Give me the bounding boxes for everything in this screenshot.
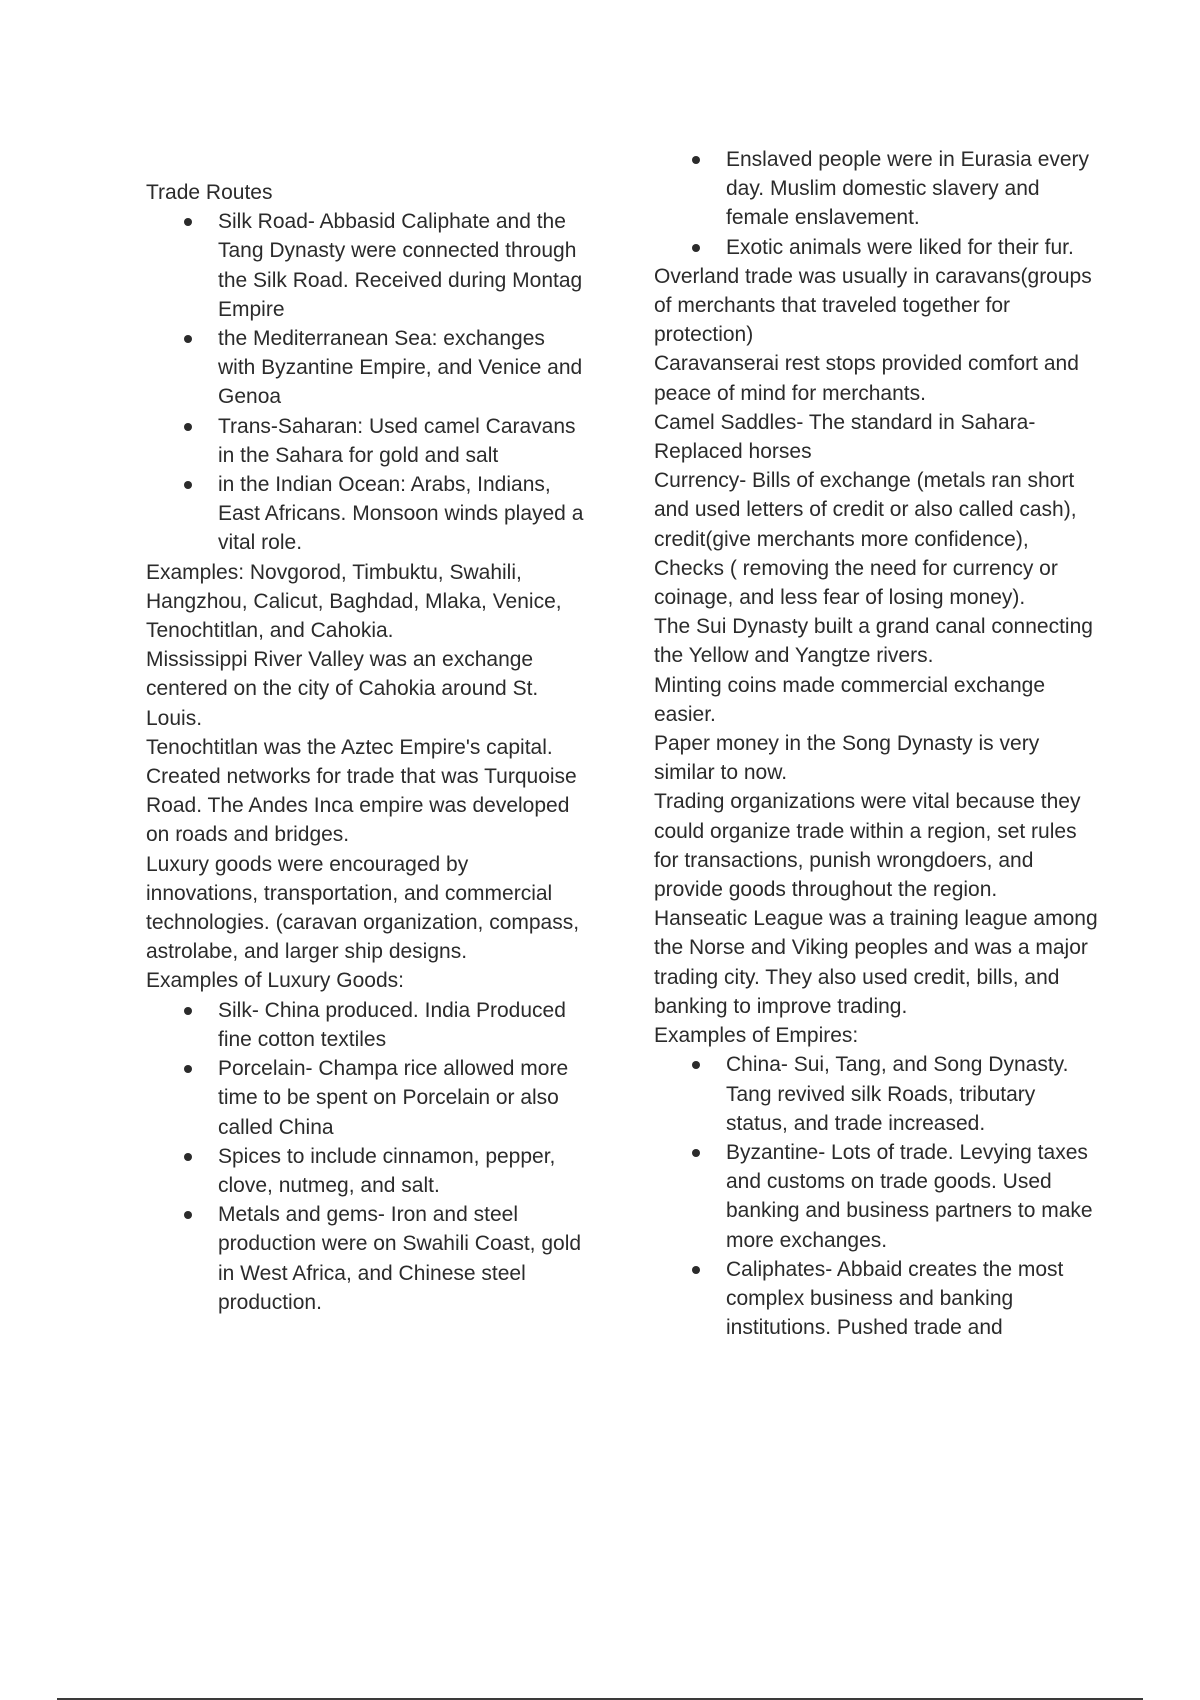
list-item: in the Indian Ocean: Arabs, Indians, East Africans. Monsoon winds played a vital role.: [218, 470, 586, 558]
paragraph: Minting coins made commercial exchange easier.: [654, 673, 1046, 726]
paragraph: Caravanserai rest stops provided comfort and peace of mind for merchants.: [654, 352, 1079, 405]
list-item: China- Sui, Tang, and Song Dynasty. Tang revived silk Roads, tributary status, and trade increased.: [726, 1050, 1102, 1138]
paragraph: Currency- Bills of exchange (metals ran short and used letters of credit or also called cash), credit(give merchants more confidence), Checks ( removing the need for currency or coinage, and less fear of losing money).: [654, 469, 1077, 610]
list-item: Metals and gems- Iron and steel production were on Swahili Coast, gold in West Africa, and Chinese steel production.: [218, 1200, 586, 1317]
list-item: Silk Road- Abbasid Caliphate and the Tang Dynasty were connected through the Silk Road. Received during Montag Empire: [218, 207, 586, 324]
list-item: Caliphates- Abbaid creates the most complex business and banking institutions. Pushed trade and: [726, 1255, 1102, 1343]
list-item: Exotic animals were liked for their fur.: [726, 233, 1102, 262]
paragraph: Hanseatic League was a training league among the Norse and Viking peoples and was a major trading city. They also used credit, bills, and banking to improve trading.: [654, 907, 1098, 1018]
paragraph: Examples of Luxury Goods:: [146, 969, 404, 993]
list-item: the Mediterranean Sea: exchanges with Byzantine Empire, and Venice and Genoa: [218, 324, 586, 412]
section-heading: Trade Routes: [146, 181, 273, 204]
list-item: Silk- China produced. India Produced fine cotton textiles: [218, 996, 586, 1054]
list-item: Enslaved people were in Eurasia every day. Muslim domestic slavery and female enslavement.: [726, 145, 1102, 233]
list-item: Spices to include cinnamon, pepper, clove, nutmeg, and salt.: [218, 1142, 586, 1200]
list-item: Porcelain- Champa rice allowed more time to be spent on Porcelain or also called China: [218, 1054, 586, 1142]
paragraph: Trading organizations were vital because they could organize trade within a region, set rules for transactions, punish wrongdoers, and provide goods throughout the region.: [654, 790, 1081, 902]
paragraph: Tenochtitlan was the Aztec Empire's capital. Created networks for trade that was Turquoise Road. The Andes Inca empire was developed on roads and bridges.: [146, 735, 577, 847]
paragraph: Camel Saddles- The standard in Sahara- Replaced horses: [654, 410, 1036, 464]
list-item: Trans-Saharan: Used camel Caravans in the Sahara for gold and salt: [218, 412, 586, 470]
paragraph: The Sui Dynasty built a grand canal connecting the Yellow and Yangtze rivers.: [654, 615, 1093, 668]
empires-list: [654, 1050, 1102, 1342]
luxury-goods-list: [146, 996, 586, 1317]
continued-goods-list: [654, 145, 1102, 262]
paragraph: Overland trade was usually in caravans(groups of merchants that traveled together for protection): [654, 264, 1092, 347]
paragraph: Luxury goods were encouraged by innovations, transportation, and commercial technologies. (caravan organization, compass, astrolabe, and larger ship designs.: [146, 852, 580, 964]
list-item: Byzantine- Lots of trade. Levying taxes and customs on trade goods. Used banking and business partners to make more exchanges.: [726, 1138, 1102, 1255]
paragraph: Mississippi River Valley was an exchange centered on the city of Cahokia around St. Louis.: [146, 648, 539, 730]
paragraph: Paper money in the Song Dynasty is very similar to now.: [654, 732, 1040, 785]
trade-routes-list: [146, 207, 586, 557]
left-column: [146, 178, 586, 1317]
right-column: [654, 145, 1102, 1342]
paragraph: Examples of Empires:: [654, 1024, 859, 1048]
paragraph: Examples: Novgorod, Timbuktu, Swahili, Hangzhou, Calicut, Baghdad, Mlaka, Venice, Tenochtitlan, and Cahokia.: [146, 560, 562, 643]
